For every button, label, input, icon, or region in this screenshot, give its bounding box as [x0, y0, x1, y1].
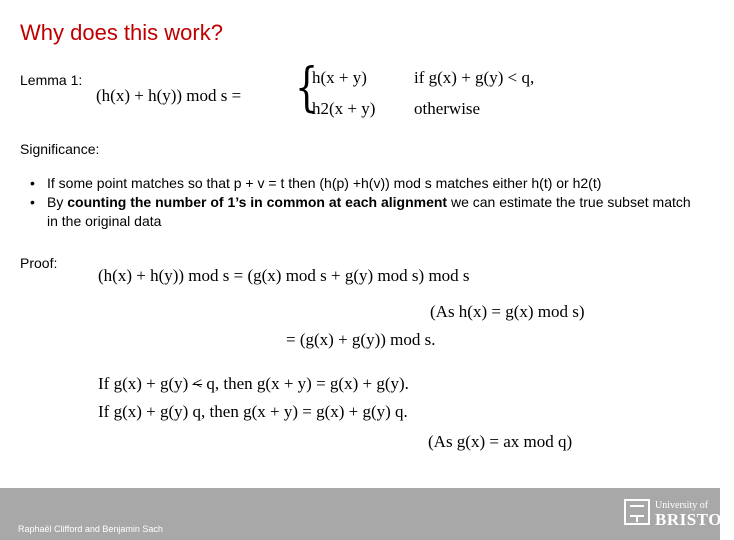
lemma-case2-expr: h2(x + y) [312, 99, 376, 118]
proof-line-2: (As h(x) = g(x) mod s) [430, 302, 585, 321]
proof-line-5: If g(x) + g(y) q, then g(x + y) = g(x) + g(y) q. [98, 402, 408, 421]
significance-heading: Significance: [20, 141, 100, 157]
bullet-text-2-bold: counting the number of 1’s in common at each alignment [67, 194, 448, 210]
lemma-case1-condition: if g(x) + g(y) < q, [414, 68, 535, 87]
bullet-text-2-suffix: we can estimate the true subset match in the original data [47, 194, 691, 229]
lemma-lhs: (h(x) + h(y)) mod s = [96, 86, 242, 105]
proof-line-6: (As g(x) = ax mod q) [428, 432, 573, 451]
lemma-case1-expr: h(x + y) [312, 68, 367, 87]
proof-line-4-relation: < [192, 374, 203, 393]
footer-title: Fast Approximate Point Set Matching for Information Retrieval [18, 478, 265, 488]
slide-title: Why does this work? [20, 20, 223, 45]
footer-authors: Raphaël Clifford and Benjamin Sach [18, 524, 163, 534]
university-crest-icon [624, 499, 650, 525]
proof-line-4-suffix: q, then g(x + y) = g(x) + g(y). [202, 374, 409, 393]
cases-brace: { [294, 58, 319, 118]
university-logo-line-2: BRISTOL [655, 510, 734, 529]
proof-label: Proof: [20, 255, 58, 271]
proof-line-1: (h(x) + h(y)) mod s = (g(x) mod s + g(y) mod s) mod s [98, 266, 470, 285]
bullet-text-2-prefix: By [47, 194, 68, 210]
list-item [30, 174, 702, 193]
proof-line-4 [98, 374, 409, 394]
bullet-text-1: If some point matches so that p + v = t then (h(p) +h(v)) mod s matches either h(t) or h2(t) [47, 175, 602, 191]
lemma-label: Lemma 1: [20, 72, 83, 88]
university-logo-line-1: University of [655, 500, 709, 511]
significance-list [30, 174, 702, 231]
proof-line-4-prefix: If g(x) + g(y) [98, 374, 193, 393]
lemma-case2-condition: otherwise [414, 99, 481, 118]
proof-line-3: = (g(x) + g(y)) mod s. [286, 330, 436, 349]
list-item [30, 193, 702, 231]
